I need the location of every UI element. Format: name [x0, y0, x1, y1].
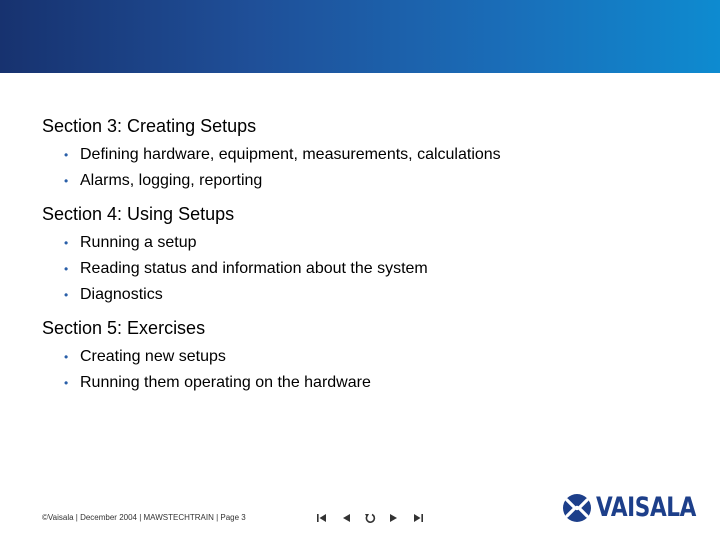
- bullet-item: [64, 256, 682, 282]
- bullet-text: Creating new setups: [80, 348, 226, 365]
- section-title: Section 3: Creating Setups: [42, 116, 257, 136]
- header-band: [0, 0, 720, 73]
- next-slide-icon[interactable]: [386, 510, 402, 526]
- footer-text: ©Vaisala | December 2004 | MAWSTECHTRAIN | Page 3: [42, 513, 246, 522]
- bullet-icon: •: [64, 236, 69, 250]
- bullet-item: [64, 282, 682, 308]
- bullet-text: Defining hardware, equipment, measurements, calculations: [80, 146, 501, 163]
- bullet-text: Alarms, logging, reporting: [80, 172, 263, 189]
- bullet-icon: •: [64, 288, 69, 302]
- bullet-icon: •: [64, 350, 69, 364]
- section-title: Section 5: Exercises: [42, 318, 206, 338]
- slide-navigation: [314, 510, 426, 526]
- bullet-icon: •: [64, 262, 69, 276]
- bullet-item: [64, 230, 682, 256]
- bullet-item: [64, 142, 682, 168]
- vaisala-logo-icon: [562, 493, 592, 523]
- return-icon[interactable]: [362, 510, 378, 526]
- bullet-list: [42, 344, 682, 396]
- bullet-icon: •: [64, 376, 69, 390]
- first-slide-icon[interactable]: [314, 510, 330, 526]
- bullet-item: [64, 344, 682, 370]
- bullet-text: Running them operating on the hardware: [80, 374, 371, 391]
- vaisala-logo: [562, 492, 720, 524]
- section-title: Section 4: Using Setups: [42, 204, 235, 224]
- bullet-text: Diagnostics: [80, 286, 163, 303]
- logo-wordmark: VAISALA: [596, 492, 696, 523]
- bullet-item: [64, 370, 682, 396]
- slide-content: [42, 114, 682, 404]
- section-4: [42, 202, 682, 308]
- bullet-list: [42, 142, 682, 194]
- last-slide-icon[interactable]: [410, 510, 426, 526]
- bullet-text: Running a setup: [80, 234, 197, 251]
- bullet-text: Reading status and information about the system: [80, 260, 428, 277]
- previous-slide-icon[interactable]: [338, 510, 354, 526]
- bullet-item: [64, 168, 682, 194]
- bullet-icon: •: [64, 148, 69, 162]
- section-3: [42, 114, 682, 194]
- bullet-list: [42, 230, 682, 308]
- section-5: [42, 316, 682, 396]
- bullet-icon: •: [64, 174, 69, 188]
